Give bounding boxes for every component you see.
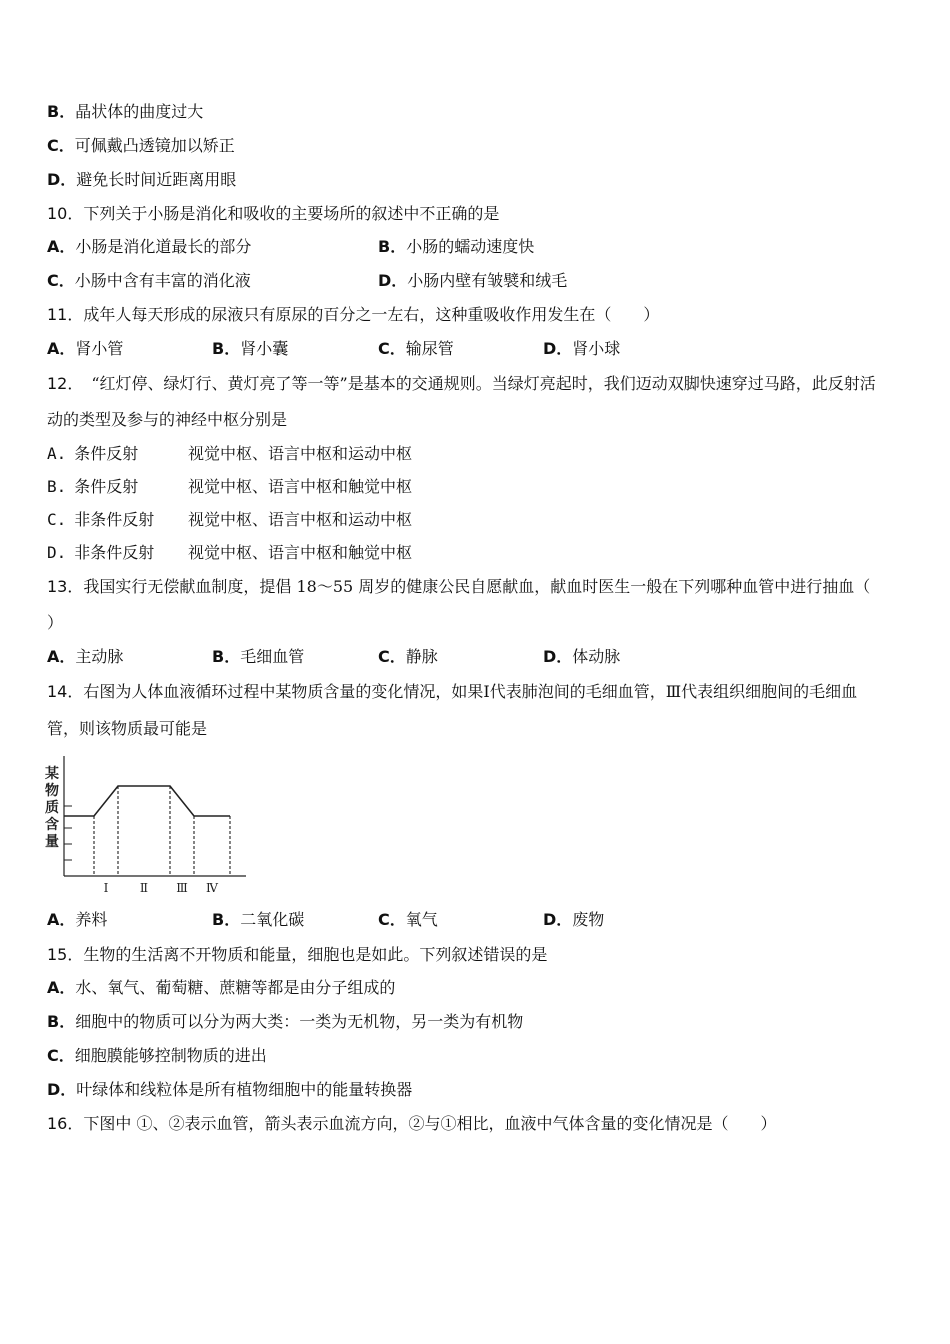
q10-stem: [47, 204, 499, 224]
option-letter: C．: [47, 271, 75, 290]
x-tick-label: Ⅳ: [206, 881, 218, 895]
option-text: 细胞膜能够控制物质的进出: [74, 1046, 267, 1065]
y-label-char: 量: [45, 834, 59, 850]
option-letter: B．: [212, 647, 241, 666]
option-letter: B．: [212, 339, 241, 358]
y-label-char: 某: [45, 766, 59, 782]
option-letter: B．: [47, 102, 76, 121]
content-level-line: [64, 786, 230, 816]
q11-stem: [47, 305, 659, 325]
option-reflex-type: 非条件反射: [74, 543, 155, 562]
option-letter: A．: [47, 647, 76, 666]
q12-option-d-centers: 视觉中枢、语言中枢和触觉中枢: [188, 543, 413, 562]
option-text: 静脉: [405, 647, 438, 666]
q12-option-a: [47, 444, 138, 464]
q10-option-d: [378, 271, 567, 291]
chart-x-tick-labels: [104, 881, 219, 895]
option-letter: C．: [378, 339, 406, 358]
question-text: 下图中 ①、②表示血管，箭头表示血流方向，②与①相比，血液中气体含量的变化情况是（ ）: [83, 1114, 777, 1133]
question-number: 11．: [47, 305, 84, 324]
q13-option-c: [378, 647, 438, 667]
q14-option-a: [47, 910, 107, 930]
y-label-char: 质: [45, 800, 59, 816]
question-number: 10．: [47, 204, 84, 223]
x-tick-label: Ⅰ: [103, 881, 109, 895]
option-text: 肾小囊: [240, 339, 289, 358]
q14-chart: [40, 752, 250, 898]
q10-option-b: [378, 237, 534, 257]
question-text: 生物的生活离不开物质和能量，细胞也是如此。下列叙述错误的是: [83, 945, 548, 964]
q15-option-b: [47, 1012, 523, 1032]
option-text: 输尿管: [405, 339, 454, 358]
q13-option-b: [212, 647, 304, 667]
option-text: 叶绿体和线粒体是所有植物细胞中的能量转换器: [76, 1080, 413, 1099]
q14-option-d: [543, 910, 604, 930]
option-letter: D．: [543, 910, 573, 929]
option-reflex-type: 条件反射: [74, 477, 139, 496]
question-text: “红灯停、绿灯行、黄灯亮了等一等”是基本的交通规则。当绿灯亮起时，我们迈动双脚快速穿过马路，此反射活: [75, 374, 876, 393]
option-letter: D．: [378, 271, 408, 290]
q12-option-d: [47, 543, 154, 563]
q11-option-b: [212, 339, 288, 359]
q13-option-a: [47, 647, 123, 667]
option-letter: A．: [47, 978, 76, 997]
option-letter: C．: [47, 1046, 75, 1065]
q12-stem-line2: 动的类型及参与的神经中枢分别是: [47, 410, 288, 429]
q16-stem: [47, 1114, 776, 1134]
x-tick-label: Ⅲ: [176, 881, 188, 895]
option-letter: D．: [47, 170, 77, 189]
option-letter: A．: [47, 237, 76, 256]
q9-option-c: [47, 136, 235, 156]
option-text: 二氧化碳: [240, 910, 305, 929]
option-text: 小肠中含有丰富的消化液: [74, 271, 251, 290]
y-label-char: 含: [45, 817, 59, 833]
option-text: 小肠是消化道最长的部分: [75, 237, 252, 256]
q9-option-d: [47, 170, 236, 190]
option-letter: C．: [378, 910, 406, 929]
y-label-char: 物: [45, 783, 59, 799]
option-text: 晶状体的曲度过大: [75, 102, 204, 121]
option-reflex-type: 条件反射: [74, 444, 139, 463]
q13-option-d: [543, 647, 620, 667]
chart-marks: [64, 786, 230, 876]
question-number: 15．: [47, 945, 84, 964]
option-letter: B．: [212, 910, 241, 929]
option-text: 氧气: [405, 910, 438, 929]
option-text: 小肠的蠕动速度快: [406, 237, 535, 256]
option-text: 体动脉: [572, 647, 621, 666]
q12-stem-line1: [47, 374, 876, 394]
q12-option-c-centers: 视觉中枢、语言中枢和运动中枢: [188, 510, 413, 529]
q14-option-c: [378, 910, 438, 930]
question-text: 我国实行无偿献血制度，提倡 18～55 周岁的健康公民自愿献血，献血时医生一般在下列哪种血管中进行抽血（: [83, 577, 871, 596]
q10-option-a: [47, 237, 251, 257]
option-text: 肾小管: [75, 339, 124, 358]
option-reflex-type: 非条件反射: [74, 510, 155, 529]
option-letter: D．: [543, 647, 573, 666]
option-letter: D.: [47, 543, 67, 562]
q15-stem: [47, 945, 547, 965]
q9-option-b: [47, 102, 203, 122]
q11-option-d: [543, 339, 620, 359]
q14-option-b: [212, 910, 304, 930]
option-letter: D．: [47, 1080, 77, 1099]
option-letter: A．: [47, 339, 76, 358]
q13-stem-line1: [47, 577, 870, 597]
option-text: 避免长时间近距离用眼: [76, 170, 237, 189]
option-text: 可佩戴凸透镜加以矫正: [74, 136, 235, 155]
q15-option-c: [47, 1046, 267, 1066]
option-letter: B．: [378, 237, 407, 256]
question-text: 成年人每天形成的尿液只有原尿的百分之一左右，这种重吸收作用发生在（ ）: [83, 305, 660, 324]
option-text: 细胞中的物质可以分为两大类：一类为无机物，另一类为有机物: [75, 1012, 524, 1031]
option-text: 小肠内壁有皱襞和绒毛: [407, 271, 568, 290]
option-letter: C.: [47, 510, 67, 529]
q14-stem-line1: [47, 682, 857, 702]
q12-option-c: [47, 510, 154, 530]
option-text: 肾小球: [572, 339, 621, 358]
question-text: 下列关于小肠是消化和吸收的主要场所的叙述中不正确的是: [83, 204, 500, 223]
question-number: 16．: [47, 1114, 84, 1133]
chart-y-axis-label: [45, 765, 59, 850]
option-letter: C．: [378, 647, 406, 666]
option-letter: A．: [47, 910, 76, 929]
q13-stem-line2: ）: [47, 613, 64, 632]
option-letter: C．: [47, 136, 75, 155]
option-letter: D．: [543, 339, 573, 358]
q12-option-a-centers: 视觉中枢、语言中枢和运动中枢: [188, 444, 413, 463]
question-number: 13．: [47, 577, 84, 596]
option-text: 主动脉: [75, 647, 124, 666]
q10-option-c: [47, 271, 251, 291]
option-letter: B.: [47, 477, 67, 496]
q15-option-a: [47, 978, 395, 998]
question-text: 右图为人体血液循环过程中某物质含量的变化情况，如果Ⅰ代表肺泡间的毛细血管，Ⅲ代表组织细胞间的毛细血: [83, 682, 858, 701]
question-number: 14．: [47, 682, 84, 701]
q15-option-d: [47, 1080, 412, 1100]
x-tick-label: Ⅱ: [139, 881, 149, 895]
q11-option-c: [378, 339, 454, 359]
q11-option-a: [47, 339, 123, 359]
option-text: 水、氧气、葡萄糖、蔗糖等都是由分子组成的: [75, 978, 396, 997]
option-text: 毛细血管: [240, 647, 305, 666]
option-text: 养料: [75, 910, 108, 929]
q12-option-b-centers: 视觉中枢、语言中枢和触觉中枢: [188, 477, 413, 496]
q14-stem-line2: 管，则该物质最可能是: [47, 719, 208, 738]
option-letter: A.: [47, 444, 67, 463]
option-text: 废物: [572, 910, 605, 929]
option-letter: B．: [47, 1012, 76, 1031]
question-number: 12．: [47, 374, 76, 393]
q12-option-b: [47, 477, 138, 497]
